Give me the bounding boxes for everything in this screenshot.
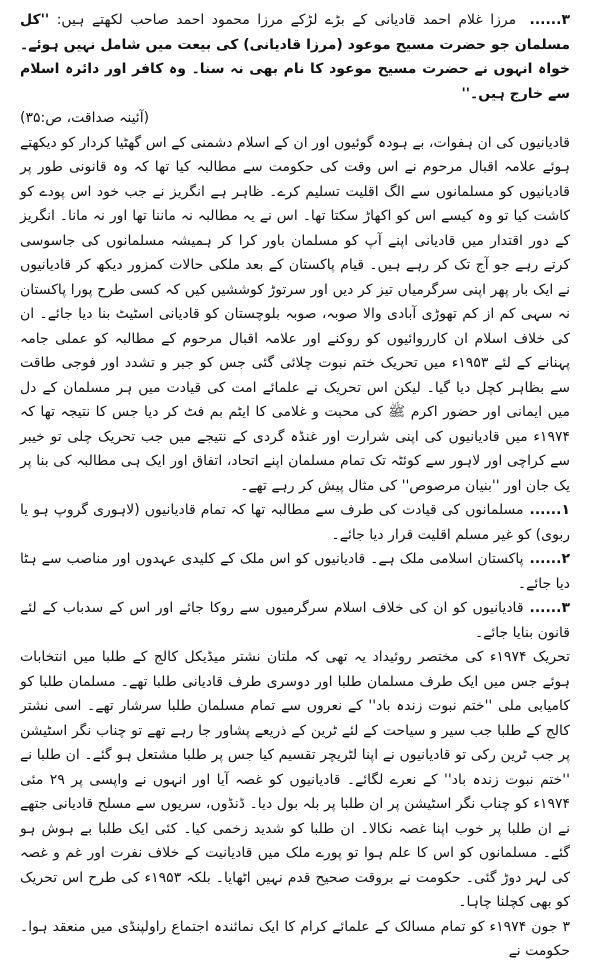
paragraph-number: ۳...... xyxy=(529,12,570,28)
list-item-text: قادیانیوں کو ان کی خلاف اسلام سرگرمیوں سے روکا جائے اور اس کے سدباب کے لئے قانون بنایا جائے۔ xyxy=(20,600,570,641)
list-item-number: ۲...... xyxy=(529,551,570,567)
list-item xyxy=(20,498,570,547)
paragraph-1974-movement: تحریک ۱۹۷۴ء کی مختصر روئیداد یہ تھی کہ ملتان نشتر میڈیکل کالج کے طلبا میں انتخابات ہوئے جس میں ایک طرف مسلمان طلبا اور دوسری طرف قادیانی طلبا تھے۔ مسلمان طلبا کو کامیابی ملی ''ختم نبوت زندہ باد'' کے نعروں سے تمام مسلمان طلبا سرشار تھے۔ اسی نشتر کالج کے طلبا جب سیر و سیاحت کے لئے ٹرین کے ذریعے پشاور جا رہے تھے تو چناب نگر اسٹیشن پر جب ٹرین رکی تو قادیانیوں نے اپنا لٹریچر تقسیم کیا جس پر طلبا مشتعل ہو گئے۔ ان طلبا نے ''ختم نبوت زندہ باد'' کے نعرے لگائے۔ قادیانیوں کو غصہ آیا اور انہوں نے واپسی پر ۲۹ مئی ۱۹۷۴ء کو چناب نگر اسٹیشن پر ان طلبا پر بلہ بول دیا۔ ڈنڈوں، سریوں سے مسلح قادیانی جتھے نے ان طلبا پر خوب اپنا غصہ نکالا۔ ان طلبا کو شدید زخمی کیا۔ کئی ایک طلبا بے ہوش ہو گئے۔ مسلمانوں کو اس کا علم ہوا تو پورے ملک میں قادیانیت کے خلاف نفرت اور غم و غصہ کی لہر دوڑ گئی۔ حکومت نے بروقت صحیح قدم نہیں اٹھایا۔ بلکہ ۱۹۵۳ء کی طرح اس تحریک کو بھی کچلنا چاہا۔ xyxy=(20,649,570,910)
demands-list xyxy=(20,498,570,645)
citation xyxy=(20,106,570,131)
quote-intro: مرزا غلام احمد قادیانی کے بڑے لڑکے مرزا محمود احمد صاحب لکھتے ہیں: xyxy=(56,12,517,28)
quote-text: ''کل مسلمان جو حضرت مسیح موعود (مرزا قادیانی) کی بیعت میں شامل نہیں ہوئے۔ خواہ انہوں نے حضرت مسیح موعود کا نام بھی نہ سنا۔ وہ کافر اور دائرہ اسلام سے خارج ہیں۔'' xyxy=(20,12,570,102)
list-item-text: پاکستان اسلامی ملک ہے۔ قادیانیوں کو اس ملک کے کلیدی عہدوں اور مناصب سے ہٹا دیا جائے۔ xyxy=(20,551,570,592)
paragraph-june-gathering: ۳ جون ۱۹۷۴ء کو تمام مسالک کے علمائے کرام کا ایک نمائندہ اجتماع راولپنڈی میں منعقد ہوا۔ حکومت نے xyxy=(20,918,570,959)
list-item-text: مسلمانوں کی قیادت کی طرف سے مطالبہ تھا کہ تمام قادیانیوں (لاہوری گروپ ہو یا ربوی) کو غیر مسلم اقلیت قرار دیا جائے۔ xyxy=(20,502,570,543)
list-item-number: ۳...... xyxy=(529,600,570,616)
citation-text: (آئینہ صداقت، ص:۳۵) xyxy=(20,110,150,126)
list-item xyxy=(20,547,570,596)
list-item xyxy=(20,596,570,645)
list-item-number: ۱...... xyxy=(529,502,570,518)
paragraph-history: قادیانیوں کی ان ہفوات، بے ہودہ گوئیوں اور ان کے اسلام دشمنی کے اس گھٹیا کردار کو دیکھتے ہوئے علامہ اقبال مرحوم نے اس وقت کی حکومت سے مطالبہ کیا تھا کہ وہ قانونی طور پر قادیانیوں کو مسلمانوں سے الگ اقلیت تسلیم کرے۔ ظاہر ہے انگریز نے جب خود اس پودے کو کاشت کیا تو وہ کیسے اس کو اکھاڑ سکتا تھا۔ اس نے یہ مطالبہ نہ ماننا تھا اور نہ مانا۔ انگریز کے دور اقتدار میں قادیانی اپنے آپ کو مسلمان باور کرا کر ہمیشہ مسلمانوں کی جاسوسی کرتے رہے جو آج تک کر رہے ہیں۔ قیام پاکستان کے بعد ملکی حالات کمزور دیکھ کر قادیانیوں نے ایک بار پھر اپنی سرگرمیاں تیز کر دیں اور سرتوڑ کوششیں کیں کہ کسی طرح پورا پاکستان نہ سہی کم از کم تھوڑی آبادی والا صوبہ، صوبہ بلوچستان کو قادیانی اسٹیٹ بنا دیا جائے۔ ان کی خلاف اسلام ان کارروائیوں کو روکنے اور علامہ اقبال مرحوم کے مطالبہ کو عملی جامہ پہنانے کے لئے ۱۹۵۳ء میں تحریک ختم نبوت چلائی گئی جس کو جبر و تشدد اور فوجی طاقت سے بظاہر کچل دیا گیا۔ لیکن اس تحریک نے علمائے امت کی قیادت میں ہر مسلمان کے دل میں ایمانی اور حضور اکرم ﷺ کی محبت و غلامی کا ایٹم بم فٹ کر دیا جس کا نتیجہ تھا کہ ۱۹۷۴ء میں قادیانیوں کی اپنی شرارت اور غنڈہ گردی کے نتیجے میں جب تحریک چلی تو خیبر سے کراچی اور لاہور سے کوئٹہ تک تمام مسلمان اپنے اتحاد، اتفاق اور ایک ہی مطالبہ کی بنا پر یک جان اور ''بنیان مرصوص'' کی مثال پیش کر رہے تھے۔ xyxy=(20,134,570,494)
paragraph-quote xyxy=(20,8,570,131)
